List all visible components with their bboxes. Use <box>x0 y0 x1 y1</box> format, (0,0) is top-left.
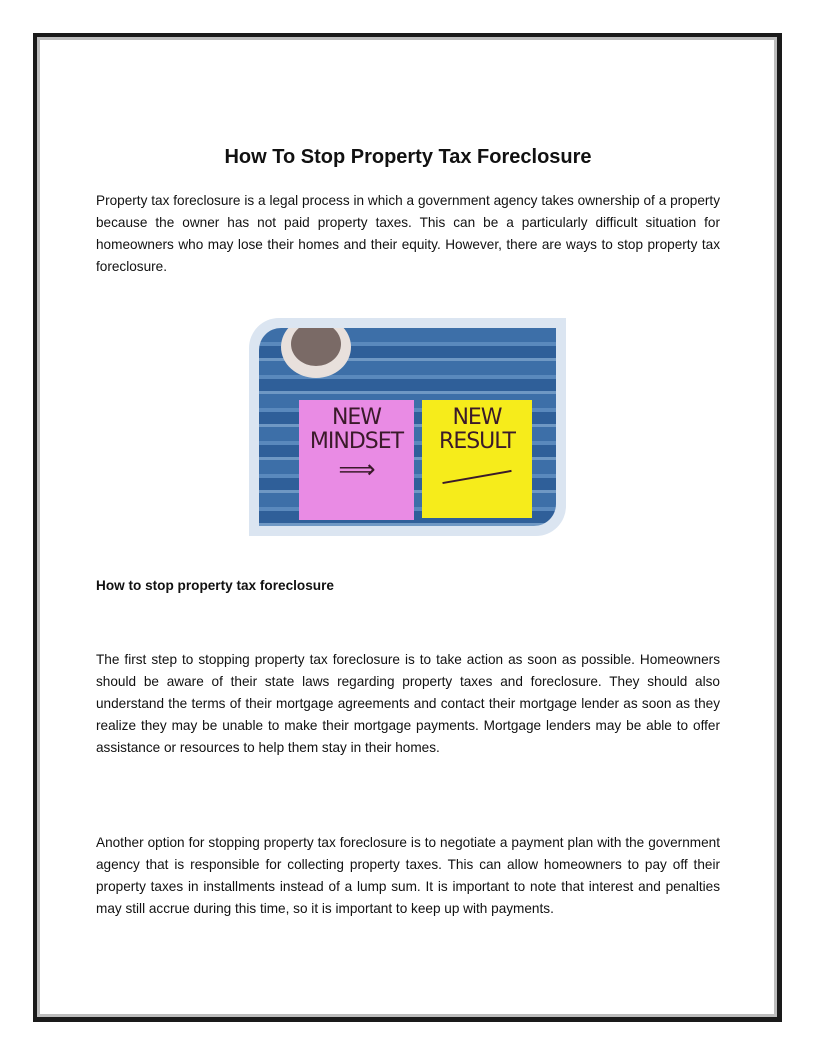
body-paragraph: The first step to stopping property tax foreclosure is to take action as soon as possible. Homeowners should be aware of their state laws regarding property taxes and foreclosure. They should also understand the terms of their mortgage agreements and contact their mortgage lender as soon as they realize they may be unable to make their mortgage payments. Mortgage lenders may be able to offer assistance or resources to help them stay in their homes. <box>96 652 720 755</box>
yellow-sticky-note <box>422 400 532 518</box>
note-left-text: NEW MINDSET <box>309 405 404 454</box>
body-paragraph: Another option for stopping property tax foreclosure is to negotiate a payment plan with the government agency that is responsible for collecting property taxes. This can allow homeowners to pay off their property taxes in installments instead of a lump sum. It is important to note that interest and penalties may still accrue during this time, so it is important to keep up with payments. <box>96 835 720 916</box>
underline-stroke <box>442 470 511 484</box>
note-right-text: NEW RESULT <box>439 405 515 454</box>
arrow-icon: ⟹ <box>338 455 375 485</box>
coffee-cup <box>281 328 351 378</box>
pink-sticky-note <box>299 400 414 520</box>
intro-paragraph: Property tax foreclosure is a legal process in which a government agency takes ownership of a property because the owner has not paid property taxes. This can be a particularly difficult situation for homeowners who may lose their homes and their equity. However, there are ways to stop property tax foreclosure. <box>96 193 720 274</box>
section-heading: How to stop property tax foreclosure <box>96 578 334 593</box>
article-image <box>249 318 566 536</box>
sticky-notes-photo <box>259 328 556 526</box>
page-title: How To Stop Property Tax Foreclosure <box>224 146 592 168</box>
